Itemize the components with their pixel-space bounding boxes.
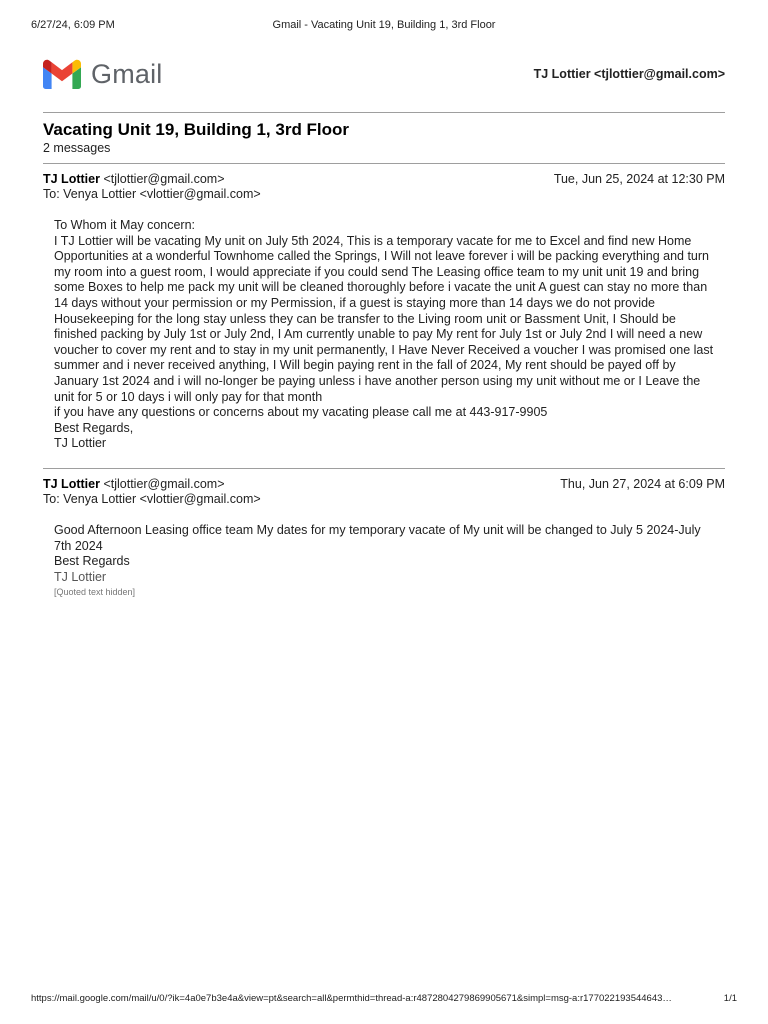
header-divider: [43, 112, 725, 113]
quoted-text-hidden-link[interactable]: [Quoted text hidden]: [54, 587, 136, 598]
body-closing: Best Regards,: [54, 420, 134, 435]
message-recipient: To: Venya Lottier <vlottier@gmail.com>: [43, 492, 261, 506]
message-sender: [43, 172, 225, 186]
body-contact: if you have any questions or concerns about my vacating please call me at 443-917-9905: [54, 405, 548, 420]
message-recipient: To: Venya Lottier <vlottier@gmail.com>: [43, 187, 261, 201]
page-number: 1/1: [723, 993, 737, 1004]
body-paragraph: Good Afternoon Leasing office team My dates for my temporary vacate of My unit will be changed to July 5 2024-July 7th 2024: [54, 523, 701, 553]
gmail-m-icon: [43, 59, 81, 89]
body-signature: TJ Lottier: [54, 569, 107, 584]
message-divider: [43, 163, 725, 164]
body-closing: Best Regards: [54, 554, 130, 569]
message-body: [54, 523, 718, 601]
message-divider: [43, 468, 725, 469]
thread-subject: Vacating Unit 19, Building 1, 3rd Floor: [43, 120, 350, 139]
sender-name: TJ Lottier: [43, 477, 100, 491]
gmail-logo[interactable]: [43, 58, 163, 90]
print-url: https://mail.google.com/mail/u/0/?ik=4a0e7b3e4a&view=pt&search=all&permthid=thread-a:r4872804279869905671&simpl=msg-a:r177022193544643…: [31, 993, 672, 1004]
message-date: Thu, Jun 27, 2024 at 6:09 PM: [560, 477, 725, 491]
sender-name: TJ Lottier: [43, 172, 100, 186]
message-body: [54, 218, 718, 452]
print-datetime: 6/27/24, 6:09 PM: [31, 19, 115, 31]
body-paragraph: I TJ Lottier will be vacating My unit on July 5th 2024, This is a temporary vacate for me to Excel and find new Home Opportunities at a wonderful Townhome called the Springs, I Will not leave forever i will be packing everything and turn my room into a guest room, I would appreciate if you could send The Leasing office team to my unit unit 19 and bring some Boxes to help me pack my unit will be cleaned thoroughly before i vacate the unit A guest can stay no more than 14 days without your permission or my Permission, if a guest is staying more than 14 days we do not provide Housekeeping for the long stay unless they can be transfer to the Living room unit or Bassment Unit, I Should be finished packing by July 1st or July 2nd, I Am currently unable to pay My rent for July 1st or July 2nd I will need a new voucher to cover my rent and to stay in my unit permanently, I Have Never Received a voucher I was promised one last summer and i never received anything, I Will begin paying rent in the fall of 2024, My rent should be payed off by January 1st 2024 and i will no-longer be paying unless i have another person using my unit without me or I Leave the unit for 5 or 10 days i will only pay for that month: [54, 233, 714, 404]
sender-email: <tjlottier@gmail.com>: [103, 477, 225, 491]
sender-email: <tjlottier@gmail.com>: [103, 172, 225, 186]
body-greeting: To Whom it May concern:: [54, 218, 196, 232]
account-label: TJ Lottier <tjlottier@gmail.com>: [533, 67, 725, 81]
print-page-title: Gmail - Vacating Unit 19, Building 1, 3rd Floor: [272, 19, 496, 31]
gmail-logo-text: Gmail: [91, 59, 163, 89]
message-count: 2 messages: [43, 141, 111, 155]
message-date: Tue, Jun 25, 2024 at 12:30 PM: [553, 172, 725, 186]
message-sender: [43, 477, 225, 491]
body-signature: TJ Lottier: [54, 436, 107, 451]
